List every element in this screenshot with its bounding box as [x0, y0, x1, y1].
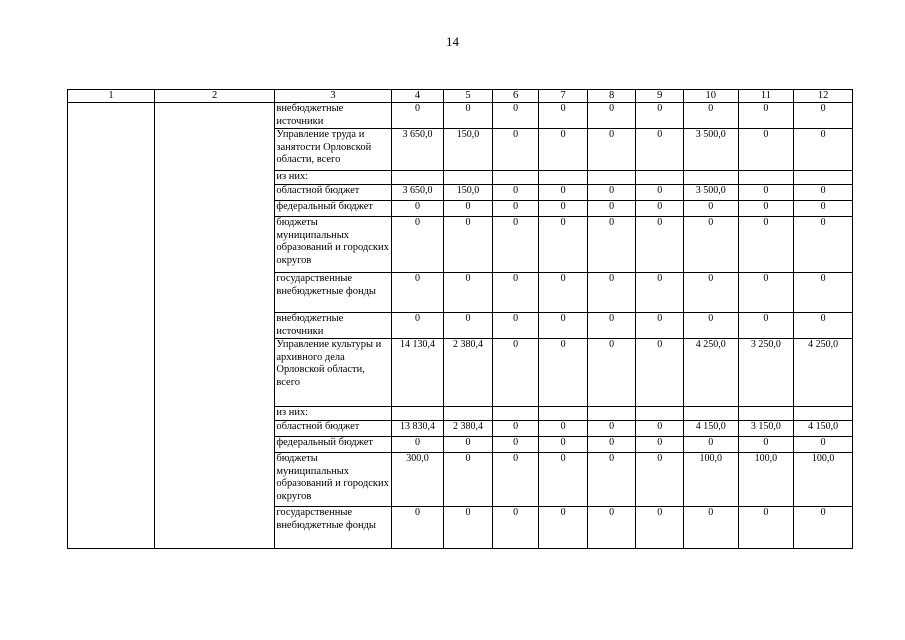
value-cell-col-8: 0	[587, 273, 636, 313]
value-cell-col-4	[391, 171, 444, 185]
value-cell-col-10: 3 500,0	[683, 185, 738, 201]
value-cell-col-10: 0	[683, 201, 738, 217]
value-cell-col-10: 0	[683, 217, 738, 273]
row-label: бюджеты муниципальных образований и городских округов	[275, 453, 391, 507]
value-cell-col-7	[539, 171, 588, 185]
value-cell-col-4: 0	[391, 217, 444, 273]
value-cell-col-10: 0	[683, 273, 738, 313]
value-cell-col-6: 0	[492, 313, 539, 339]
value-cell-col-6	[492, 407, 539, 421]
value-cell-col-9: 0	[636, 453, 684, 507]
value-cell-col-11: 0	[738, 507, 794, 549]
value-cell-col-4: 14 130,4	[391, 339, 444, 407]
column-header-12: 12	[794, 90, 853, 103]
value-cell-col-11: 0	[738, 185, 794, 201]
value-cell-col-10: 0	[683, 313, 738, 339]
value-cell-col-5: 2 380,4	[444, 339, 493, 407]
column-header-7: 7	[539, 90, 588, 103]
row-label: государственные внебюджетные фонды	[275, 507, 391, 549]
value-cell-col-4: 0	[391, 103, 444, 129]
value-cell-col-12: 0	[794, 273, 853, 313]
column-1-blank-cell	[68, 103, 155, 549]
value-cell-col-5	[444, 171, 493, 185]
value-cell-col-11: 0	[738, 437, 794, 453]
value-cell-col-6: 0	[492, 217, 539, 273]
value-cell-col-7	[539, 407, 588, 421]
row-label: областной бюджет	[275, 421, 391, 437]
column-header-11: 11	[738, 90, 794, 103]
row-label: бюджеты муниципальных образований и городских округов	[275, 217, 391, 273]
value-cell-col-6: 0	[492, 185, 539, 201]
value-cell-col-7: 0	[539, 217, 588, 273]
value-cell-col-6: 0	[492, 421, 539, 437]
value-cell-col-8: 0	[587, 421, 636, 437]
value-cell-col-4: 13 830,4	[391, 421, 444, 437]
value-cell-col-7: 0	[539, 453, 588, 507]
row-label: из них:	[275, 171, 391, 185]
value-cell-col-8	[587, 171, 636, 185]
value-cell-col-11: 0	[738, 129, 794, 171]
value-cell-col-11: 0	[738, 313, 794, 339]
value-cell-col-7: 0	[539, 437, 588, 453]
value-cell-col-8: 0	[587, 453, 636, 507]
value-cell-col-11: 100,0	[738, 453, 794, 507]
table-header-row	[68, 90, 853, 103]
column-header-8: 8	[587, 90, 636, 103]
value-cell-col-4: 0	[391, 437, 444, 453]
value-cell-col-8: 0	[587, 129, 636, 171]
value-cell-col-12: 0	[794, 313, 853, 339]
value-cell-col-6: 0	[492, 453, 539, 507]
value-cell-col-4: 0	[391, 201, 444, 217]
value-cell-col-12: 100,0	[794, 453, 853, 507]
row-label: внебюджетные источники	[275, 313, 391, 339]
value-cell-col-8: 0	[587, 217, 636, 273]
value-cell-col-5: 0	[444, 217, 493, 273]
value-cell-col-6: 0	[492, 129, 539, 171]
value-cell-col-7: 0	[539, 313, 588, 339]
value-cell-col-4: 300,0	[391, 453, 444, 507]
value-cell-col-7: 0	[539, 273, 588, 313]
value-cell-col-8: 0	[587, 437, 636, 453]
value-cell-col-6: 0	[492, 103, 539, 129]
value-cell-col-9: 0	[636, 507, 684, 549]
value-cell-col-10: 4 150,0	[683, 421, 738, 437]
value-cell-col-10	[683, 407, 738, 421]
value-cell-col-12: 0	[794, 185, 853, 201]
row-label: внебюджетные источники	[275, 103, 391, 129]
value-cell-col-5: 0	[444, 103, 493, 129]
value-cell-col-12	[794, 171, 853, 185]
value-cell-col-12: 0	[794, 201, 853, 217]
row-label: областной бюджет	[275, 185, 391, 201]
column-header-5: 5	[444, 90, 493, 103]
table-row	[68, 103, 853, 129]
column-header-10: 10	[683, 90, 738, 103]
value-cell-col-4	[391, 407, 444, 421]
value-cell-col-12: 4 150,0	[794, 421, 853, 437]
value-cell-col-4: 0	[391, 273, 444, 313]
value-cell-col-6	[492, 171, 539, 185]
value-cell-col-7: 0	[539, 421, 588, 437]
value-cell-col-8	[587, 407, 636, 421]
value-cell-col-9: 0	[636, 129, 684, 171]
value-cell-col-7: 0	[539, 339, 588, 407]
value-cell-col-9: 0	[636, 217, 684, 273]
row-label: Управление культуры и архивного дела Орловской области, всего	[275, 339, 391, 407]
value-cell-col-4: 3 650,0	[391, 185, 444, 201]
budget-table	[67, 89, 853, 549]
row-label: федеральный бюджет	[275, 201, 391, 217]
value-cell-col-5: 0	[444, 273, 493, 313]
value-cell-col-10: 3 500,0	[683, 129, 738, 171]
value-cell-col-10: 4 250,0	[683, 339, 738, 407]
value-cell-col-9: 0	[636, 313, 684, 339]
value-cell-col-9: 0	[636, 273, 684, 313]
column-header-4: 4	[391, 90, 444, 103]
value-cell-col-9	[636, 171, 684, 185]
value-cell-col-7: 0	[539, 103, 588, 129]
value-cell-col-11	[738, 171, 794, 185]
value-cell-col-9	[636, 407, 684, 421]
value-cell-col-10: 0	[683, 103, 738, 129]
value-cell-col-5: 0	[444, 507, 493, 549]
value-cell-col-6: 0	[492, 201, 539, 217]
row-label: Управление труда и занятости Орловской области, всего	[275, 129, 391, 171]
value-cell-col-5	[444, 407, 493, 421]
value-cell-col-12: 0	[794, 103, 853, 129]
column-header-9: 9	[636, 90, 684, 103]
value-cell-col-9: 0	[636, 103, 684, 129]
column-2-blank-cell	[154, 103, 274, 549]
value-cell-col-4: 0	[391, 507, 444, 549]
value-cell-col-6: 0	[492, 339, 539, 407]
row-label: федеральный бюджет	[275, 437, 391, 453]
value-cell-col-11: 0	[738, 103, 794, 129]
value-cell-col-5: 0	[444, 313, 493, 339]
value-cell-col-10	[683, 171, 738, 185]
value-cell-col-10: 0	[683, 437, 738, 453]
value-cell-col-7: 0	[539, 129, 588, 171]
value-cell-col-12: 0	[794, 507, 853, 549]
value-cell-col-5: 150,0	[444, 185, 493, 201]
value-cell-col-5: 0	[444, 453, 493, 507]
value-cell-col-11: 0	[738, 201, 794, 217]
column-header-6: 6	[492, 90, 539, 103]
value-cell-col-9: 0	[636, 339, 684, 407]
value-cell-col-8: 0	[587, 185, 636, 201]
row-label: из них:	[275, 407, 391, 421]
value-cell-col-11: 0	[738, 273, 794, 313]
value-cell-col-8: 0	[587, 103, 636, 129]
value-cell-col-7: 0	[539, 507, 588, 549]
value-cell-col-10: 0	[683, 507, 738, 549]
column-header-2: 2	[154, 90, 274, 103]
value-cell-col-5: 0	[444, 201, 493, 217]
value-cell-col-9: 0	[636, 185, 684, 201]
value-cell-col-8: 0	[587, 313, 636, 339]
value-cell-col-7: 0	[539, 201, 588, 217]
value-cell-col-8: 0	[587, 201, 636, 217]
value-cell-col-11: 3 250,0	[738, 339, 794, 407]
page-number: 14	[446, 34, 459, 49]
value-cell-col-8: 0	[587, 507, 636, 549]
value-cell-col-9: 0	[636, 421, 684, 437]
value-cell-col-6: 0	[492, 273, 539, 313]
value-cell-col-5: 0	[444, 437, 493, 453]
value-cell-col-6: 0	[492, 437, 539, 453]
value-cell-col-5: 150,0	[444, 129, 493, 171]
value-cell-col-9: 0	[636, 437, 684, 453]
value-cell-col-9: 0	[636, 201, 684, 217]
value-cell-col-10: 100,0	[683, 453, 738, 507]
value-cell-col-4: 0	[391, 313, 444, 339]
value-cell-col-12: 4 250,0	[794, 339, 853, 407]
value-cell-col-5: 2 380,4	[444, 421, 493, 437]
value-cell-col-12	[794, 407, 853, 421]
value-cell-col-7: 0	[539, 185, 588, 201]
value-cell-col-12: 0	[794, 129, 853, 171]
value-cell-col-12: 0	[794, 217, 853, 273]
value-cell-col-12: 0	[794, 437, 853, 453]
column-header-3: 3	[275, 90, 391, 103]
value-cell-col-11: 3 150,0	[738, 421, 794, 437]
column-header-1: 1	[68, 90, 155, 103]
row-label: государственные внебюджетные фонды	[275, 273, 391, 313]
value-cell-col-4: 3 650,0	[391, 129, 444, 171]
value-cell-col-11: 0	[738, 217, 794, 273]
value-cell-col-11	[738, 407, 794, 421]
table-body	[68, 90, 853, 549]
value-cell-col-6: 0	[492, 507, 539, 549]
value-cell-col-8: 0	[587, 339, 636, 407]
